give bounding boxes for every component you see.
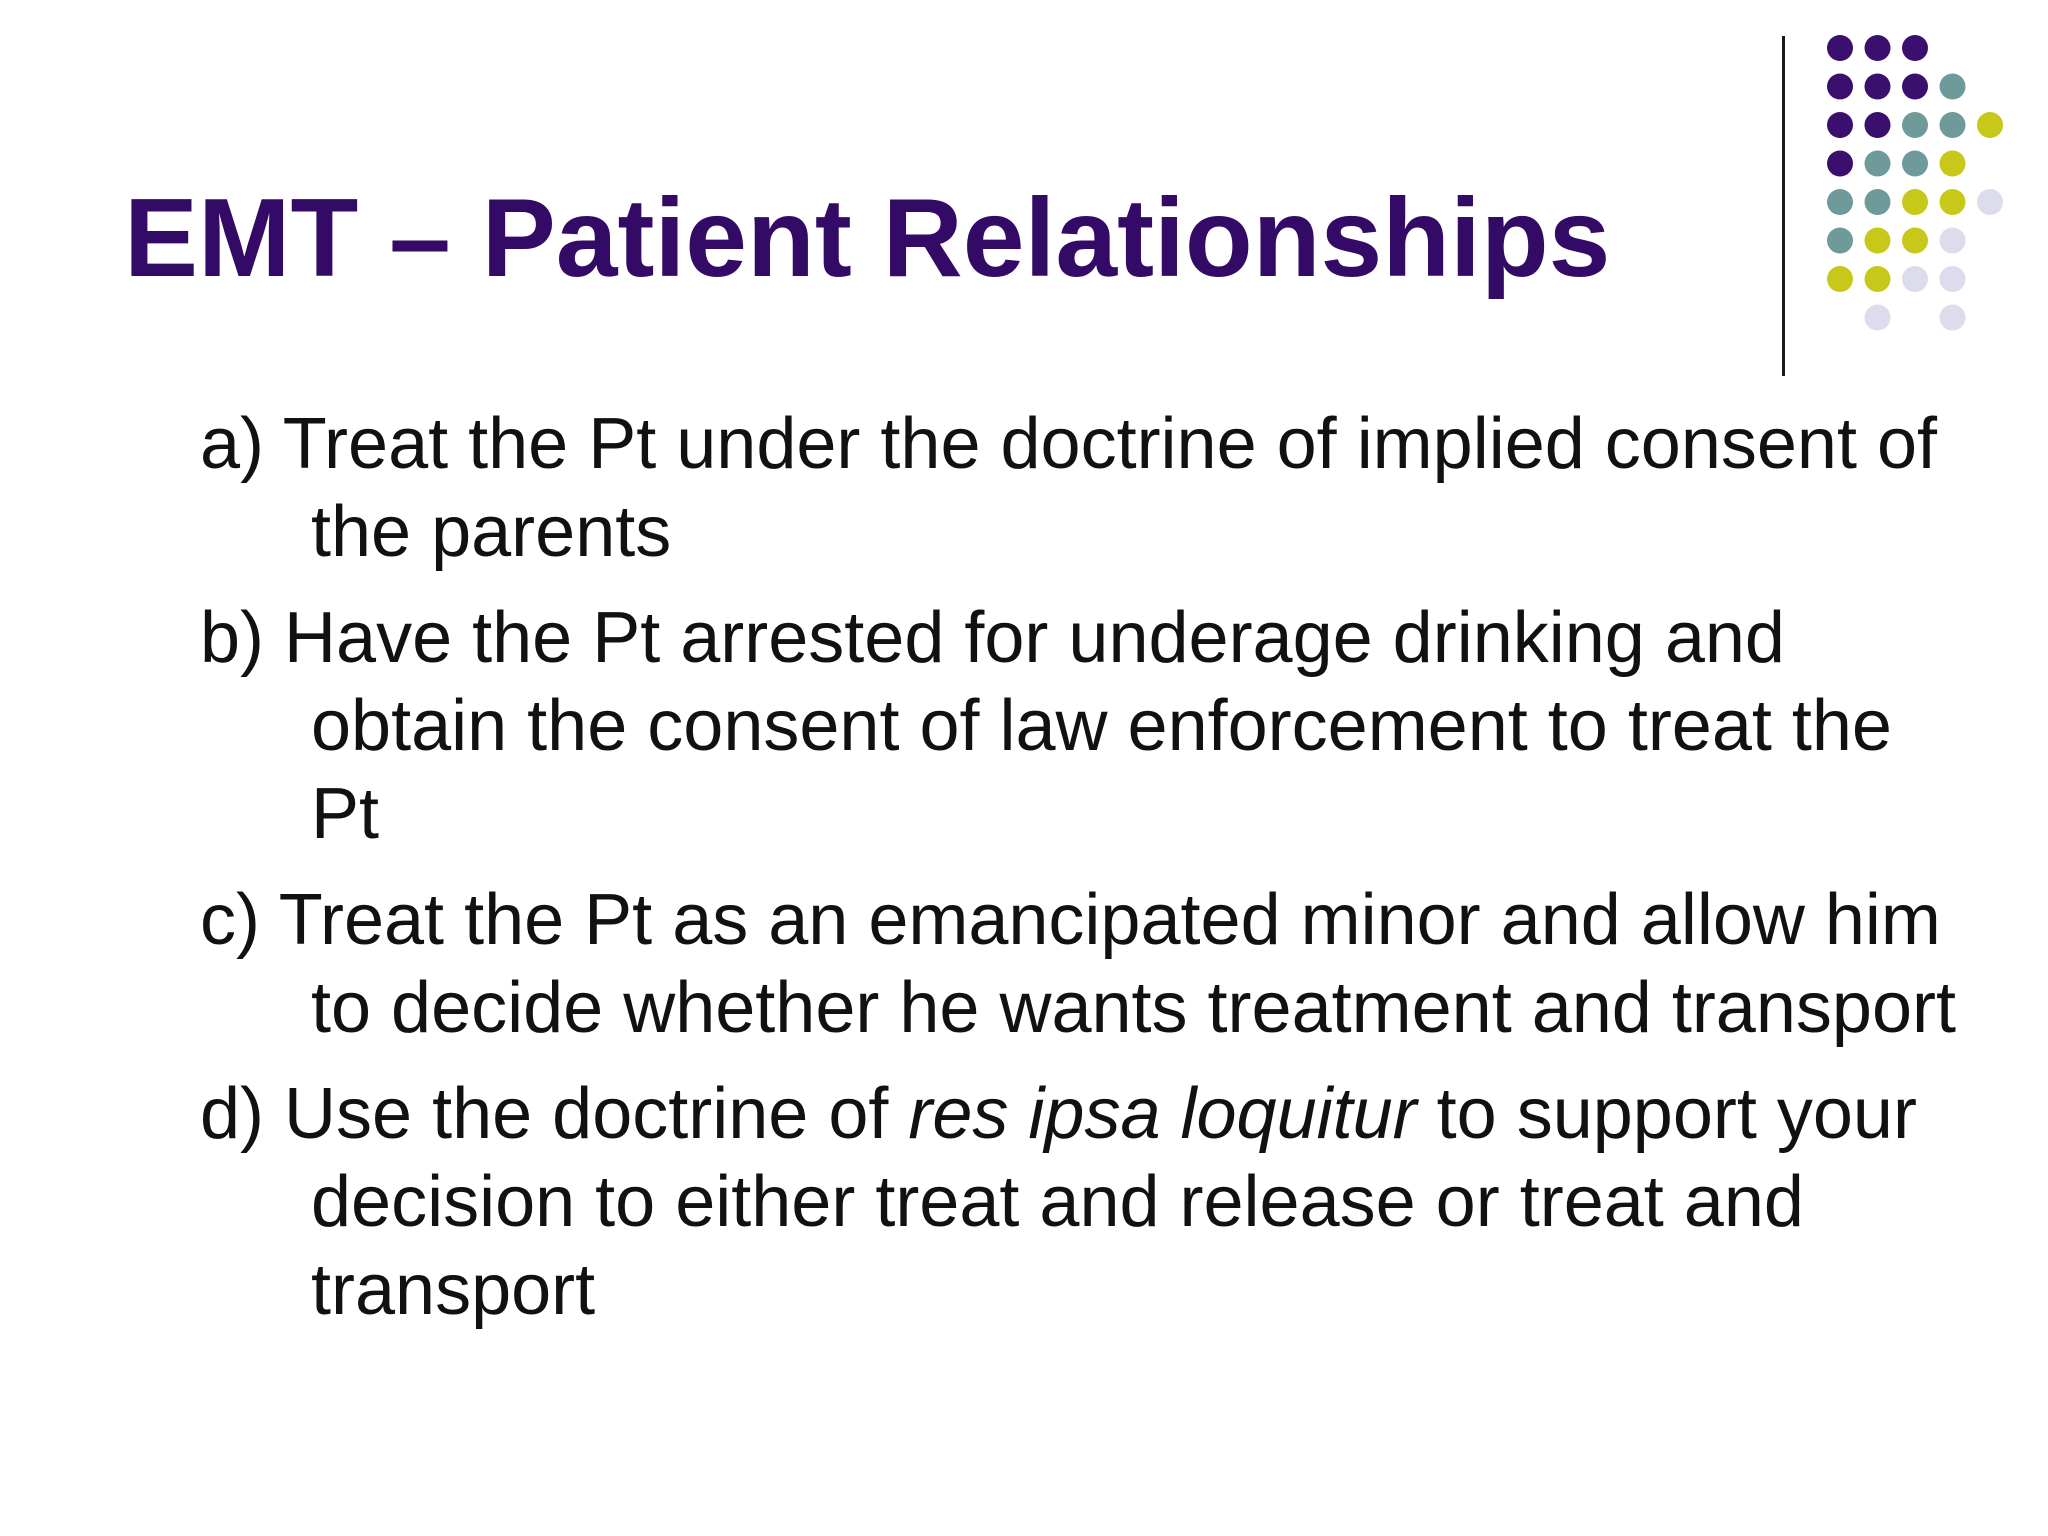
decorative-dot (1865, 228, 1891, 254)
answer-option-b (200, 594, 1960, 858)
answer-option-a (200, 400, 1960, 576)
answer-letter: c) (200, 880, 279, 960)
answer-italic-term: res ipsa loquitur (908, 1074, 1417, 1154)
answer-letter: a) (200, 404, 283, 484)
answer-text-continued: to support your decision to either treat and release or treat and transport (311, 1074, 1917, 1330)
slide-title: EMT – Patient Relationships (124, 176, 1611, 300)
decorative-dot (1902, 112, 1928, 138)
decorative-dot (1940, 266, 1966, 292)
decorative-dot (1865, 112, 1891, 138)
decorative-dot (1865, 189, 1891, 215)
decorative-dot (1977, 112, 2003, 138)
decorative-dot (1827, 266, 1853, 292)
answer-letter: d) (200, 1074, 285, 1154)
decorative-dot (1827, 112, 1853, 138)
title-divider-line (1782, 36, 1785, 376)
decorative-dot (1827, 189, 1853, 215)
answer-text: Treat the Pt as an emancipated minor and allow him to decide whether he wants treatment and transport (278, 880, 1956, 1048)
decorative-dot (1940, 112, 1966, 138)
decorative-dot (1827, 74, 1853, 100)
answer-letter: b) (200, 598, 285, 678)
decorative-dot (1827, 35, 1853, 61)
answer-text: Have the Pt arrested for underage drinking and obtain the consent of law enforcement to treat the Pt (284, 598, 1892, 854)
decorative-dot (1827, 151, 1853, 177)
decorative-dot (1940, 189, 1966, 215)
decorative-dot (1940, 74, 1966, 100)
decorative-dot (1940, 151, 1966, 177)
answer-option-d (200, 1070, 1960, 1334)
decorative-dot (1902, 74, 1928, 100)
answer-option-c (200, 876, 1960, 1052)
decorative-dot (1902, 266, 1928, 292)
answer-list (200, 400, 1960, 1352)
answer-text: Use the doctrine of (284, 1074, 909, 1154)
decorative-dot (1902, 189, 1928, 215)
decorative-dot (1902, 151, 1928, 177)
decorative-dot (1865, 266, 1891, 292)
decorative-dot (1940, 228, 1966, 254)
decorative-dot (1977, 189, 2003, 215)
decorative-dot (1902, 228, 1928, 254)
decorative-dot (1865, 35, 1891, 61)
decorative-dot (1865, 151, 1891, 177)
decorative-dot (1865, 74, 1891, 100)
decorative-dot (1865, 305, 1891, 331)
decorative-dot (1827, 228, 1853, 254)
decorative-dot (1902, 35, 1928, 61)
decorative-dot (1940, 305, 1966, 331)
answer-text: Treat the Pt under the doctrine of implied consent of the parents (282, 404, 1938, 572)
